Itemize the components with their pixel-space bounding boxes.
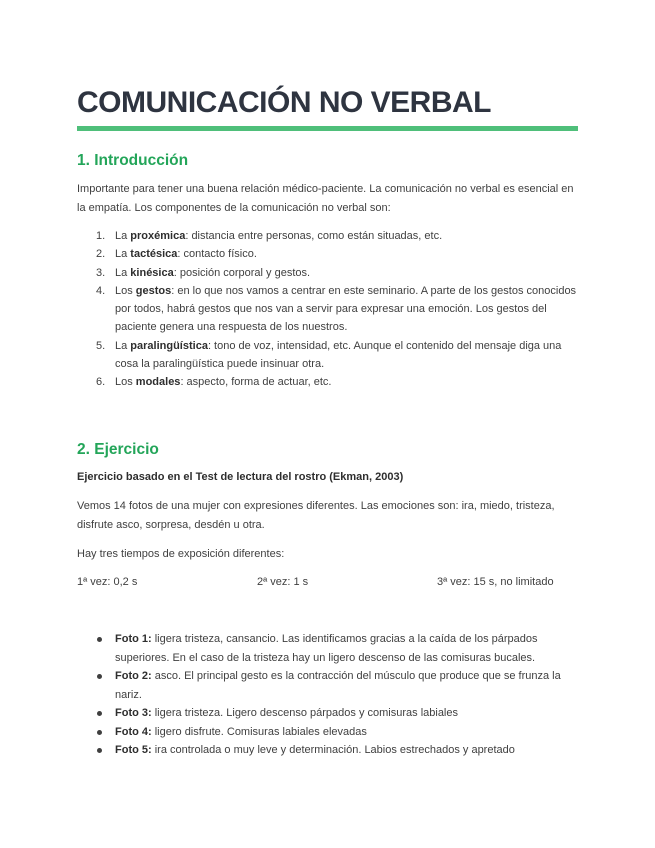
exercise-paragraph: Vemos 14 fotos de una mujer con expresiones diferentes. Las emociones son: ira, miedo, tristeza, disfrute asco, sorpresa, desdén u otra. [77, 500, 555, 531]
list-number: 2. [96, 248, 106, 261]
photo-description: ligera tristeza. Ligero descenso párpados y comisuras labiales [151, 707, 458, 719]
bullet-icon [97, 674, 102, 679]
item-term: paralingüística [130, 339, 208, 352]
item-description: : tono de voz, intensidad, etc. Aunque el contenido del mensaje diga una cosa la paralingüística puede insinuar otra. [115, 339, 562, 371]
item-term: proxémica [130, 230, 186, 242]
list-item [77, 264, 582, 282]
list-number: 4. [96, 284, 106, 297]
list-item [77, 741, 582, 760]
item-description: : posición corporal y gestos. [173, 266, 311, 279]
list-number: 6. [96, 376, 106, 389]
photo-description: ligero disfrute. Comisuras labiales elevadas [151, 725, 367, 738]
exposure-time-1: 1ª vez: 0,2 s [77, 576, 138, 588]
list-number: 3. [96, 266, 106, 279]
list-item [77, 630, 582, 667]
exposure-time-3: 3ª vez: 15 s, no limitado [437, 576, 554, 588]
photo-label: Foto 2: [115, 670, 152, 682]
photo-label: Foto 1: [115, 633, 152, 645]
bullet-icon [97, 637, 102, 642]
photo-description: asco. El principal gesto es la contracción del músculo que produce que se frunza la nariz. [115, 670, 561, 701]
document-title: COMUNICACIÓN NO VERBAL [77, 86, 491, 119]
list-number: 1. [96, 230, 106, 242]
exposure-intro: Hay tres tiempos de exposición diferentes: [77, 548, 285, 560]
list-item [77, 245, 582, 263]
list-item [77, 723, 582, 742]
exercise-subheading-text: Ejercicio basado en el Test de lectura del rostro (Ekman, 2003) [77, 471, 404, 483]
list-item [77, 282, 582, 337]
bullet-icon [97, 748, 102, 753]
item-prefix: Los [115, 376, 136, 389]
bullet-icon [97, 711, 102, 716]
item-term: gestos [135, 284, 172, 297]
photo-label: Foto 4: [115, 725, 152, 738]
bullet-icon [97, 730, 102, 735]
exercise-subheading [77, 468, 582, 487]
photo-description: ligera tristeza, cansancio. Las identificamos gracias a la caída de los párpados superiores. En el caso de la tristeza hay un ligero descenso de las comisuras bucales. [115, 633, 538, 664]
photo-label: Foto 5: [115, 744, 152, 756]
list-number: 5. [96, 339, 106, 352]
item-prefix: La [115, 248, 131, 261]
section-heading-introduccion: 1. Introducción [77, 152, 189, 169]
title-underline [77, 126, 578, 131]
item-prefix: La [115, 266, 131, 279]
photo-description: ira controlada o muy leve y determinación. Labios estrechados y apretado [151, 744, 515, 756]
item-term: kinésica [130, 266, 174, 279]
exposure-times [77, 573, 582, 591]
item-term: tactésica [130, 248, 178, 261]
item-term: modales [135, 376, 181, 389]
list-item [77, 667, 582, 704]
list-item [77, 704, 582, 723]
photo-label: Foto 3: [115, 707, 152, 719]
item-description: : distancia entre personas, como están situadas, etc. [185, 230, 443, 242]
exposure-time-2: 2ª vez: 1 s [257, 576, 309, 588]
item-prefix: La [115, 339, 131, 352]
item-prefix: La [115, 230, 131, 242]
item-description: : aspecto, forma de actuar, etc. [180, 376, 332, 389]
list-item [77, 337, 582, 374]
item-description: : contacto físico. [177, 248, 257, 261]
item-prefix: Los [115, 284, 136, 297]
components-list [77, 227, 582, 392]
section-heading-ejercicio: 2. Ejercicio [77, 441, 159, 458]
list-item [77, 227, 582, 245]
photos-list [77, 630, 582, 760]
list-item [77, 373, 582, 391]
intro-paragraph: Importante para tener una buena relación médico-paciente. La comunicación no verbal es esencial en la empatía. Los componentes de la comunicación no verbal son: [77, 183, 574, 214]
item-description: : en lo que nos vamos a centrar en este seminario. A parte de los gestos conocidos por todos, habrá gestos que nos van a servir para expresar una emoción. Los gestos del paciente genera una respuesta de los nuestros. [115, 284, 577, 334]
